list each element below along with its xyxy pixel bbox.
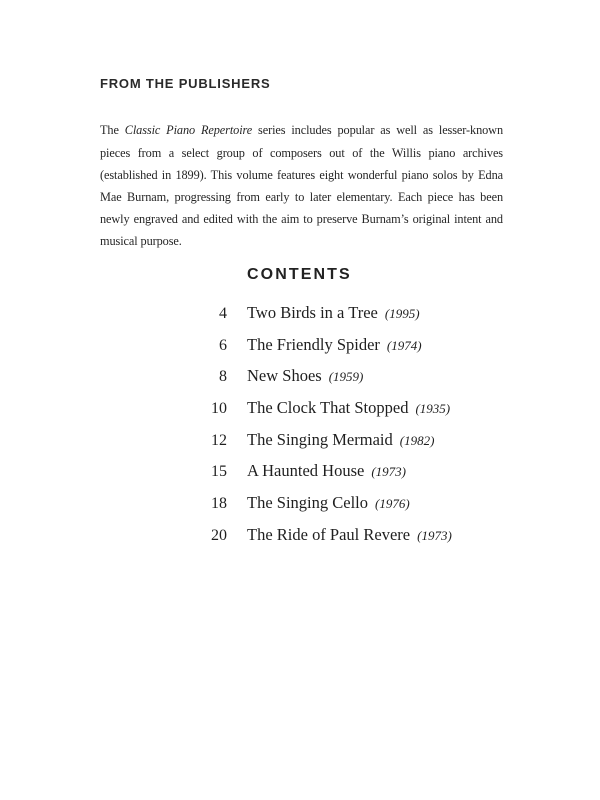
toc-page-number: 10 (211, 400, 227, 418)
toc-title: The Singing Mermaid (247, 429, 393, 449)
toc-title: The Singing Cello (247, 493, 368, 513)
toc-title: The Friendly Spider (247, 334, 380, 354)
toc-year: (1995) (384, 306, 420, 321)
paragraph-prefix: The (100, 123, 125, 138)
table-of-contents (0, 297, 600, 551)
toc-year: (1982) (399, 432, 435, 448)
toc-title: Two Birds in a Tree (247, 303, 378, 322)
toc-row (0, 392, 600, 424)
toc-year: (1959) (328, 369, 364, 385)
toc-row (0, 297, 600, 329)
toc-row (0, 424, 600, 456)
series-title-italic: Classic Piano Repertoire (124, 123, 253, 138)
toc-page-number: 6 (219, 336, 227, 354)
toc-title: New Shoes (247, 366, 322, 386)
toc-row (0, 455, 600, 487)
toc-title: A Haunted House (247, 461, 365, 481)
toc-title: The Clock That Stopped (247, 398, 409, 418)
paragraph-body: series includes popular as well as lesser-known pieces from a select group of composers out of the Willis piano archives (established in 1899). This volume features eight wonderful piano solos by Edna Mae Burnam, progressing from early to later elementary. Each piece has been newly engraved and edited with the aim to preserve Burnam’s original intent and musical purpose. (100, 123, 504, 249)
toc-page-number: 18 (211, 495, 227, 513)
toc-year: (1973) (417, 527, 452, 543)
toc-row (0, 487, 600, 519)
toc-row (0, 329, 600, 361)
toc-page-number: 20 (211, 526, 227, 544)
toc-page-number: 8 (219, 368, 227, 386)
toc-year: (1976) (375, 496, 410, 512)
publisher-note-paragraph (100, 119, 503, 252)
publisher-note-heading: FROM THE PUBLISHERS (100, 76, 271, 91)
contents-heading: CONTENTS (247, 266, 352, 283)
toc-page-number: 15 (211, 463, 227, 481)
toc-year: (1973) (371, 464, 406, 480)
toc-page-number: 12 (211, 431, 227, 449)
toc-page-number: 4 (219, 305, 227, 322)
toc-year: (1974) (386, 337, 422, 353)
toc-row (0, 360, 600, 392)
toc-row (0, 519, 600, 551)
toc-title: The Ride of Paul Revere (247, 524, 411, 544)
toc-year: (1935) (415, 401, 451, 417)
